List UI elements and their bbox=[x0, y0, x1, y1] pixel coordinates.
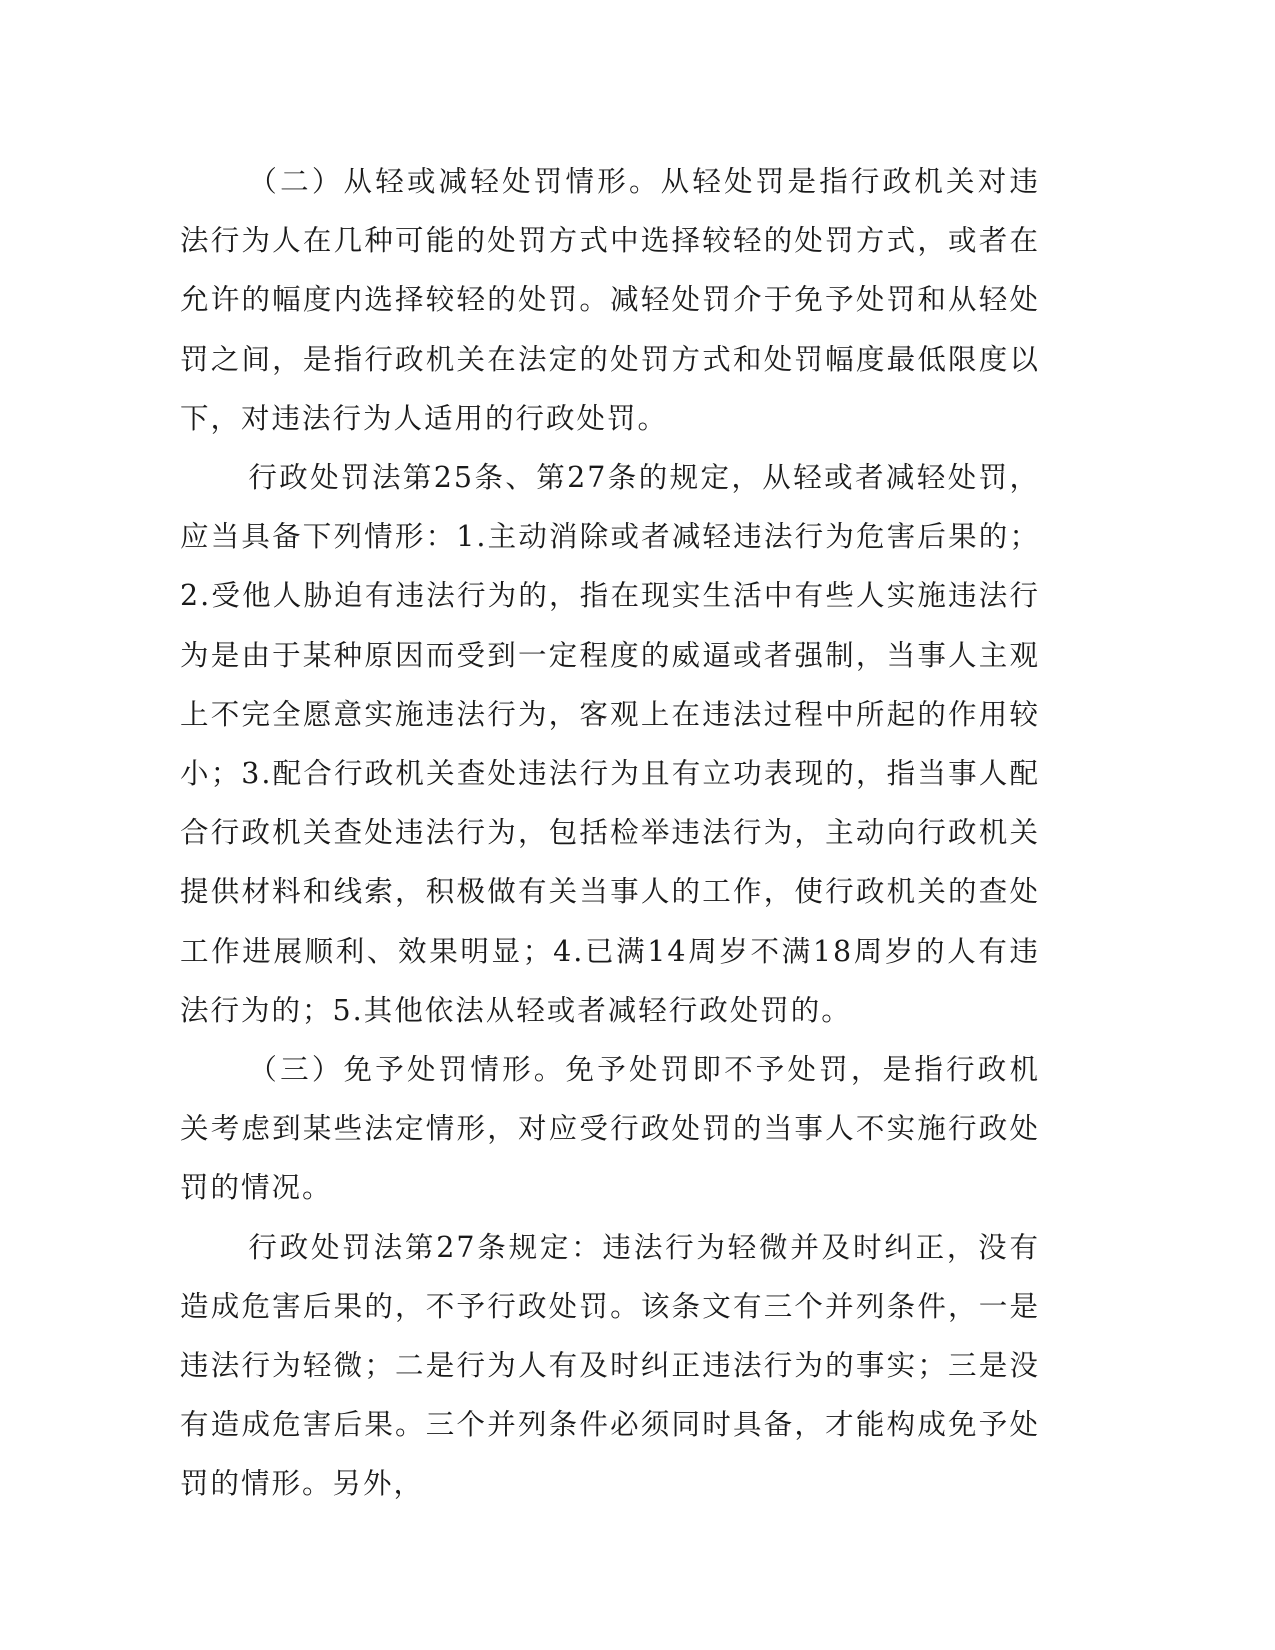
paragraph-article-27: 行政处罚法第27条规定：违法行为轻微并及时纠正，没有造成危害后果的，不予行政处罚。该条文有三个并列条件，一是违法行为轻微；二是行为人有及时纠正违法行为的事实；三是没有造成危害后果。三个并列条件必须同时具备，才能构成免予处罚的情形。另外， bbox=[180, 1230, 1040, 1501]
document-body bbox=[180, 152, 1040, 1514]
paragraph-article-25-27: 行政处罚法第25条、第27条的规定，从轻或者减轻处罚，应当具备下列情形：1.主动消除或者减轻违法行为危害后果的；2.受他人胁迫有违法行为的，指在现实生活中有些人实施违法行为是由于某种原因而受到一定程度的威逼或者强制，当事人主观上不完全愿意实施违法行为，客观上在违法过程中所起的作用较小；3.配合行政机关查处违法行为且有立功表现的，指当事人配合行政机关查处违法行为，包括检举违法行为，主动向行政机关提供材料和线索，积极做有关当事人的工作，使行政机关的查处工作进展顺利、效果明显；4.已满14周岁不满18周岁的人有违法行为的；5.其他依法从轻或者减轻行政处罚的。 bbox=[180, 461, 1040, 1027]
paragraph-exemption: （三）免予处罚情形。免予处罚即不予处罚，是指行政机关考虑到某些法定情形，对应受行政处罚的当事人不实施行政处罚的情况。 bbox=[180, 1053, 1040, 1205]
paragraph-mitigated-penalty: （二）从轻或减轻处罚情形。从轻处罚是指行政机关对违法行为人在几种可能的处罚方式中选择较轻的处罚方式，或者在允许的幅度内选择较轻的处罚。减轻处罚介于免予处罚和从轻处罚之间，是指行政机关在法定的处罚方式和处罚幅度最低限度以下，对违法行为人适用的行政处罚。 bbox=[180, 165, 1040, 435]
